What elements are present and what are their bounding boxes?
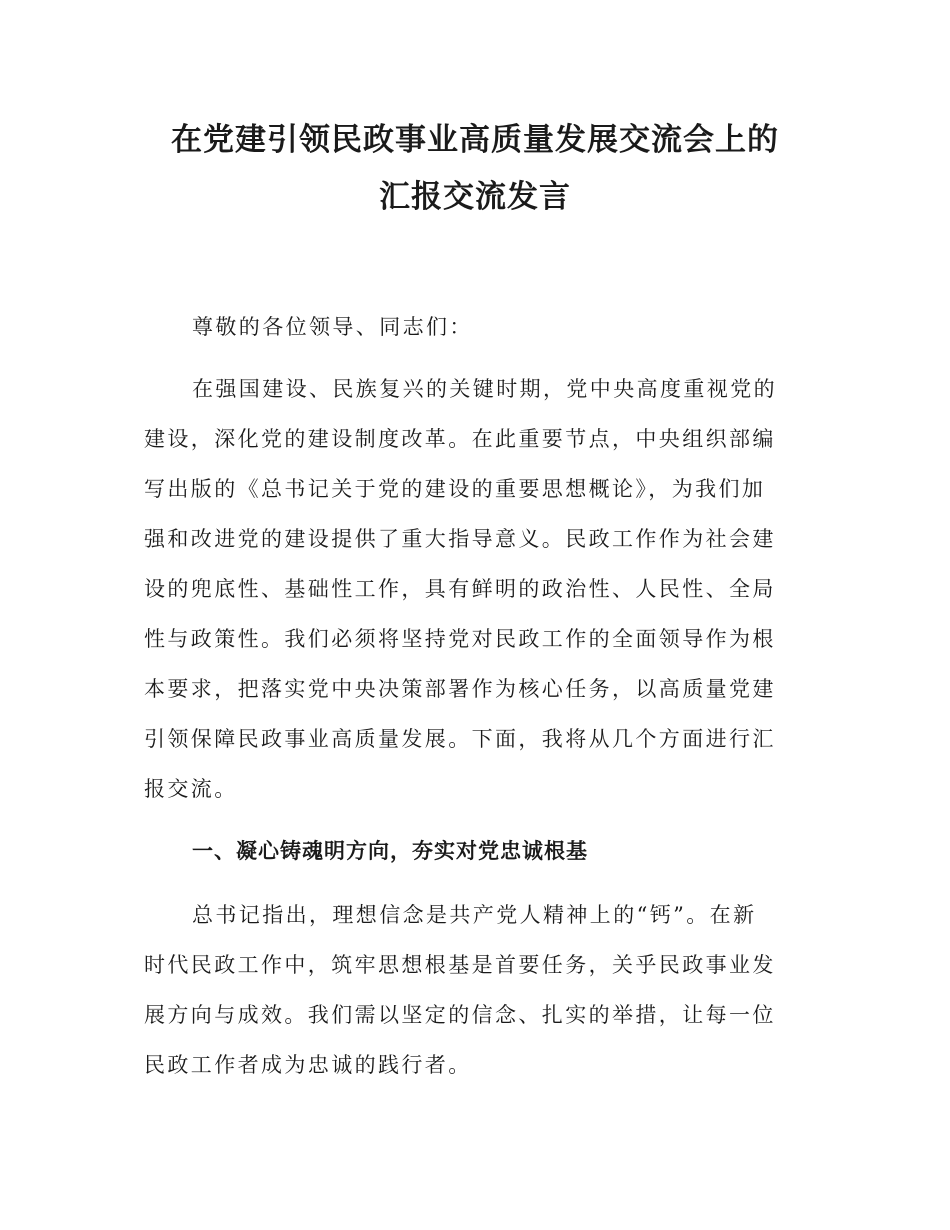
text-line: 性与政策性。我们必须将坚持党对民政工作的全面领导作为根 xyxy=(144,627,776,651)
text-line: 在强国建设、民族复兴的关键时期，党中央高度重视党的 xyxy=(192,377,777,401)
text-line: 报交流。 xyxy=(144,777,238,801)
text-line: 强和改进党的建设提供了重大指导意义。民政工作作为社会建 xyxy=(144,527,776,551)
text-line: 设的兜底性、基础性工作，具有鲜明的政治性、人民性、全局 xyxy=(144,577,776,601)
section-heading: 一、凝心铸魂明方向，夯实对党忠诚根基 xyxy=(192,839,588,863)
title-line: 在党建引领民政事业高质量发展交流会上的 xyxy=(171,122,779,158)
intro-paragraph xyxy=(144,364,810,814)
text-line: 时代民政工作中，筑牢思想根基是首要任务，关乎民政事业发 xyxy=(144,953,776,977)
text-line: 本要求，把落实党中央决策部署作为核心任务，以高质量党建 xyxy=(144,677,776,701)
salutation: 尊敬的各位领导、同志们： xyxy=(192,315,473,339)
text-line: 民政工作者成为忠诚的践行者。 xyxy=(144,1053,472,1077)
document-title xyxy=(100,112,850,226)
text-line: 总书记指出，理想信念是共产党人精神上的“钙”。在新 xyxy=(192,903,757,927)
title-line: 汇报交流发言 xyxy=(379,179,571,215)
text-line: 建设，深化党的建设制度改革。在此重要节点，中央组织部编 xyxy=(144,427,776,451)
section1-paragraph xyxy=(144,890,810,1090)
text-line: 展方向与成效。我们需以坚定的信念、扎实的举措，让每一位 xyxy=(144,1003,776,1027)
text-line: 写出版的《总书记关于党的建设的重要思想概论》，为我们加 xyxy=(144,477,766,501)
text-line: 引领保障民政事业高质量发展。下面，我将从几个方面进行汇 xyxy=(144,727,776,751)
